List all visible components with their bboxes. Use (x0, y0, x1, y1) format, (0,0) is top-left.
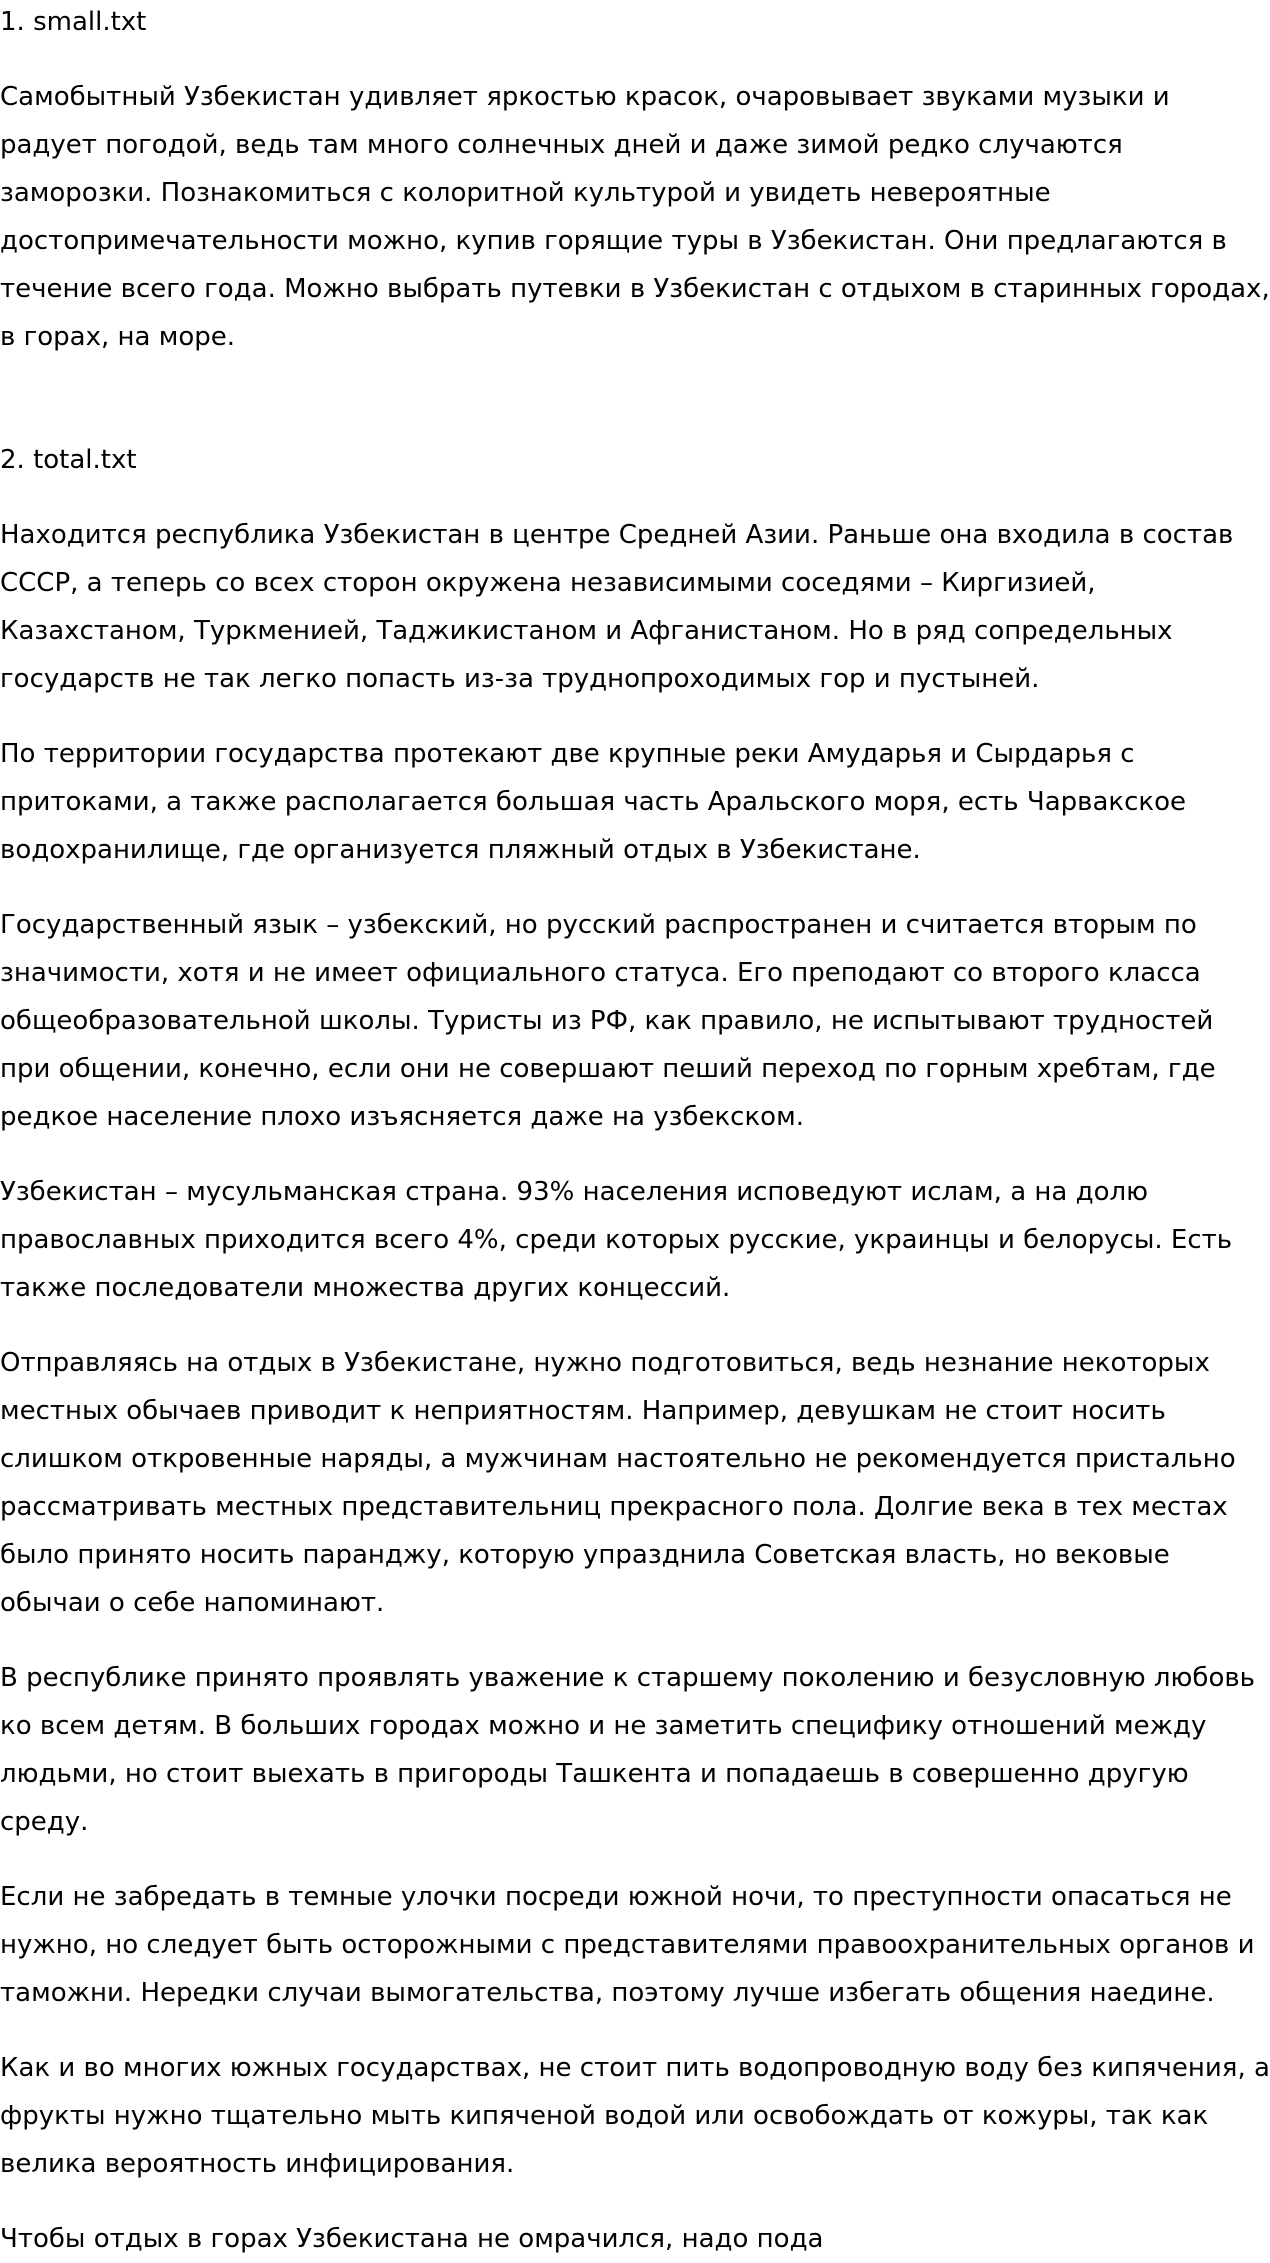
paragraph: По территории государства протекают две крупные реки Амударья и Сырдарья с притоками, а также располагается большая часть Аральского моря, есть Чарвакское водохранилище, где организуется пляжный отдых в Узбекистане. (0, 739, 1186, 865)
section-heading-small-txt: 1. small.txt (0, 7, 147, 37)
paragraph: Как и во многих южных государствах, не стоит пить водопроводную воду без кипячения, а фрукты нужно тщательно мыть кипяченой водой или освобождать от кожуры, так как велика вероятность инфицирования. (0, 2053, 1270, 2179)
paragraph: Узбекистан – мусульманская страна. 93% населения исповедуют ислам, а на долю православных приходится всего 4%, среди которых русские, украинцы и белорусы. Есть также последователи множества других концессий. (0, 1177, 1233, 1303)
paragraph: Государственный язык – узбекский, но русский распространен и считается вторым по значимости, хотя и не имеет официального статуса. Его преподают со второго класса общеобразовательной школы. Туристы из РФ, как правило, не испытывают трудностей при общении, конечно, если они не совершают пеший переход по горным хребтам, где редкое население плохо изъясняется даже на узбекском. (0, 910, 1216, 1132)
paragraph: Если не забредать в темные улочки посреди южной ночи, то преступности опасаться не нужно, но следует быть осторожными с представителями правоохранительных органов и таможни. Нередки случаи вымогательства, поэтому лучше избегать общения наедине. (0, 1882, 1255, 2008)
paragraph: Чтобы отдых в горах Узбекистана не омрачился, надо пода (0, 2224, 824, 2254)
paragraph: Самобытный Узбекистан удивляет яркостью красок, очаровывает звуками музыки и радует погодой, ведь там много солнечных дней и даже зимой редко случаются заморозки. Познакомиться с колоритной культурой и увидеть невероятные достопримечательности можно, купив горящие туры в Узбекистан. Они предлагаются в течение всего года. Можно выбрать путевки в Узбекистан с отдыхом в старинных городах, в горах, на море. (0, 82, 1270, 352)
paragraph: Отправляясь на отдых в Узбекистане, нужно подготовиться, ведь незнание некоторых местных обычаев приводит к неприятностям. Например, девушкам не стоит носить слишком откровенные наряды, а мужчинам настоятельно не рекомендуется пристально рассматривать местных представительниц прекрасного пола. Долгие века в тех местах было принято носить паранджу, которую упразднила Советская власть, но вековые обычаи о себе напоминают. (0, 1348, 1236, 1618)
paragraph: В республике принято проявлять уважение к старшему поколению и безусловную любовь ко всем детям. В больших городах можно и не заметить специфику отношений между людьми, но стоит выехать в пригороды Ташкента и попадаешь в совершенно другую среду. (0, 1663, 1255, 1837)
paragraph: Находится республика Узбекистан в центре Средней Азии. Раньше она входила в состав СССР, а теперь со всех сторон окружена независимыми соседями – Киргизией, Казахстаном, Туркменией, Таджикистаном и Афганистаном. Но в ряд сопредельных государств не так легко попасть из-за труднопроходимых гор и пустыней. (0, 520, 1234, 694)
section-heading-total-txt: 2. total.txt (0, 445, 137, 475)
section-spacer (0, 388, 1270, 436)
